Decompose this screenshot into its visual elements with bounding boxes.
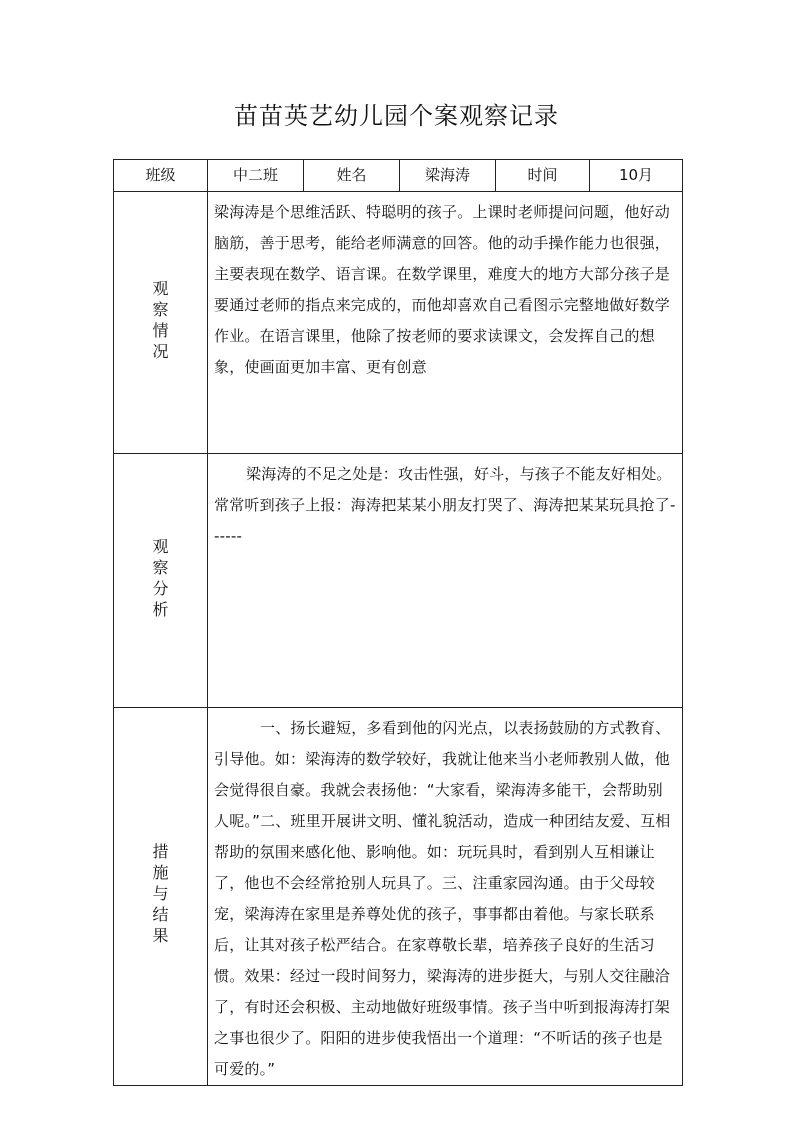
measures-text: 一、扬长避短，多看到他的闪光点，以表扬鼓励的方式教育、引导他。如：梁海涛的数学较好，我就让他来当小老师教别人做，他会觉得很自豪。我就会表扬他：“大家看，梁海涛多能干，会帮助别人呢。”二、班里开展讲文明、懂礼貌活动，造成一种团结友爱、互相帮助的氛围来感化他、影响他。如：玩玩具时，看到别人互相谦让了，他也不会经常抢别人玩具了。三、注重家园沟通。由于父母较宠，梁海涛在家里是养尊处优的孩子，事事都由着他。与家长联系后，让其对孩子松严结合。在家尊敬长辈，培养孩子良好的生活习惯。效果：经过一段时间努力，梁海涛的进步挺大，与别人交往融洽了，有时还会积极、主动地做好班级事情。孩子当中听到报海涛打架之事也很少了。阳阳的进步使我悟出一个道理：“不听话的孩子也是可爱的。” [214,719,671,1078]
time-value: 10月 [590,160,683,192]
measures-label: 措施与结果 [152,842,169,945]
header-row [114,160,683,192]
observation-record-table [113,159,683,1086]
observation-content-cell [208,192,683,454]
class-label: 班级 [114,160,208,192]
page-title: 苗苗英艺幼儿园个案观察记录 [234,102,559,130]
class-value: 中二班 [208,160,304,192]
measures-content-cell [208,708,683,1086]
name-label: 姓名 [304,160,400,192]
observation-text: 梁海涛是个思维活跃、特聪明的孩子。上课时老师提问问题，他好动脑筋，善于思考，能给老师满意的回答。他的动手操作能力也很强，主要表现在数学、语言课。在数学课里，难度大的地方大部分孩子是要通过老师的指点来完成的，而他却喜欢自己看图示完整地做好数学作业。在语言课里，他除了按老师的要求读课文，会发挥自己的想象，使画面更加丰富、更有创意 [214,203,671,376]
analysis-label-cell [114,454,208,708]
observation-label-cell [114,192,208,454]
name-value: 梁海涛 [400,160,496,192]
analysis-row [114,454,683,708]
observation-label: 观察情况 [152,278,169,361]
analysis-content-cell [208,454,683,708]
measures-label-cell [114,708,208,1086]
analysis-label: 观察分析 [152,536,169,619]
observation-row [114,192,683,454]
time-label: 时间 [496,160,590,192]
measures-row [114,708,683,1086]
analysis-text: 梁海涛的不足之处是：攻击性强，好斗，与孩子不能友好相处。常常听到孩子上报：海涛把某某小朋友打哭了、海涛把某某玩具抢了------ [214,465,676,545]
